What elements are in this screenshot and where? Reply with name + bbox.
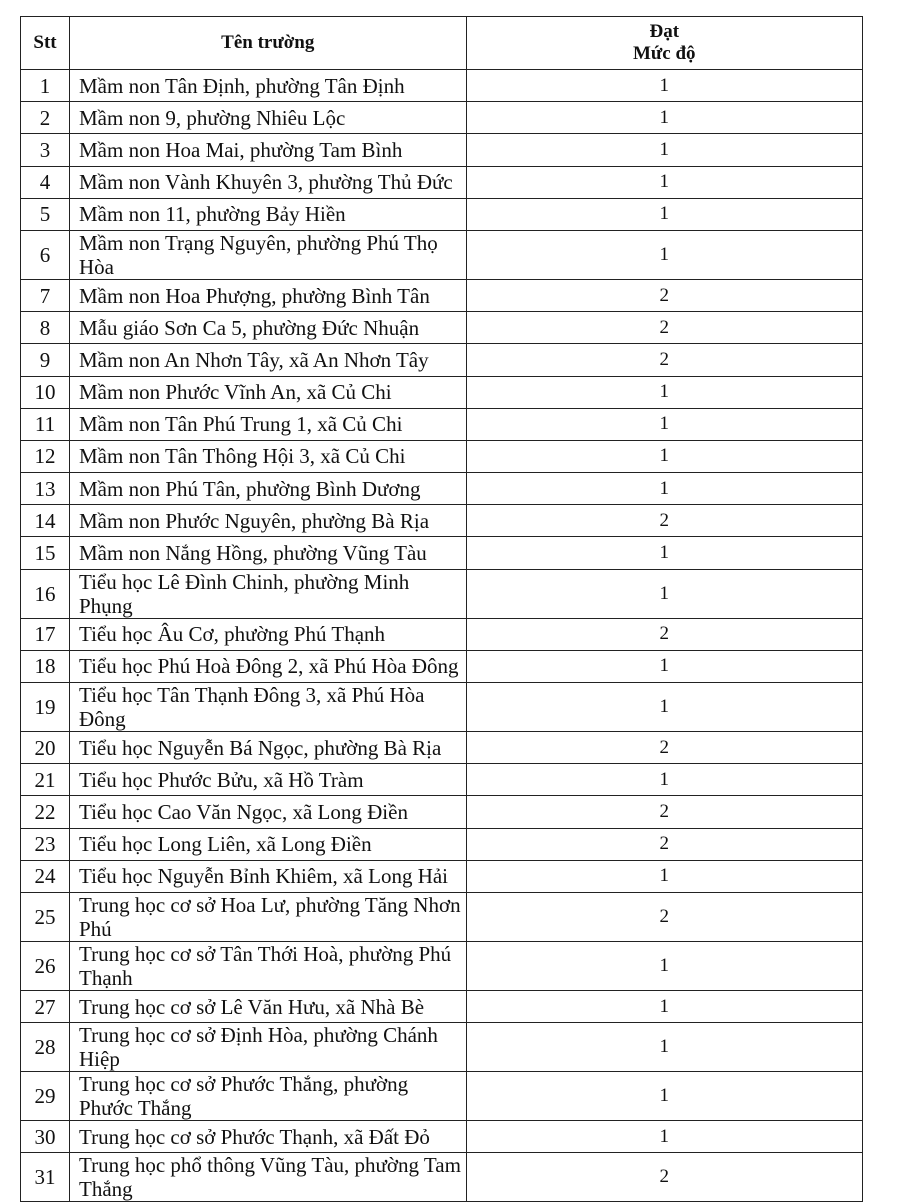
- row-stt: 31: [21, 1153, 70, 1202]
- row-level: 2: [466, 892, 863, 941]
- row-stt: 30: [21, 1121, 70, 1153]
- row-stt: 29: [21, 1072, 70, 1121]
- row-school-name: Trung học cơ sở Tân Thới Hoà, phường Phú Thạnh: [70, 941, 467, 990]
- row-level: 1: [466, 166, 863, 198]
- header-level: [466, 17, 863, 70]
- table-row: [21, 230, 863, 279]
- row-school-name: Mầm non Nắng Hồng, phường Vũng Tàu: [70, 537, 467, 569]
- row-school-name: Trung học phổ thông Vũng Tàu, phường Tam Thắng: [70, 1153, 467, 1202]
- row-level: 1: [466, 230, 863, 279]
- row-level: 1: [466, 408, 863, 440]
- row-stt: 5: [21, 198, 70, 230]
- table-row: [21, 166, 863, 198]
- table-row: [21, 1072, 863, 1121]
- table-row: [21, 537, 863, 569]
- row-level: 2: [466, 279, 863, 311]
- row-school-name: Tiểu học Nguyễn Bỉnh Khiêm, xã Long Hải: [70, 860, 467, 892]
- row-level: 2: [466, 732, 863, 764]
- row-level: 2: [466, 505, 863, 537]
- row-school-name: Mầm non Vành Khuyên 3, phường Thủ Đức: [70, 166, 467, 198]
- row-stt: 26: [21, 941, 70, 990]
- row-stt: 14: [21, 505, 70, 537]
- table-row: [21, 505, 863, 537]
- row-level: 1: [466, 1121, 863, 1153]
- row-level: 1: [466, 102, 863, 134]
- table-row: [21, 683, 863, 732]
- table-row: [21, 440, 863, 472]
- row-level: 1: [466, 1072, 863, 1121]
- row-level: 2: [466, 1153, 863, 1202]
- table-row: [21, 102, 863, 134]
- row-school-name: Tiểu học Nguyễn Bá Ngọc, phường Bà Rịa: [70, 732, 467, 764]
- row-level: 1: [466, 198, 863, 230]
- table-row: [21, 796, 863, 828]
- row-school-name: Tiểu học Tân Thạnh Đông 3, xã Phú Hòa Đông: [70, 683, 467, 732]
- row-stt: 6: [21, 230, 70, 279]
- row-school-name: Trung học cơ sở Phước Thạnh, xã Đất Đỏ: [70, 1121, 467, 1153]
- table-row: [21, 1023, 863, 1072]
- table-row: [21, 312, 863, 344]
- table-row: [21, 828, 863, 860]
- row-level: 2: [466, 618, 863, 650]
- table-row: [21, 70, 863, 102]
- table-row: [21, 376, 863, 408]
- row-school-name: Mầm non Tân Thông Hội 3, xã Củ Chi: [70, 440, 467, 472]
- row-stt: 10: [21, 376, 70, 408]
- row-school-name: Mầm non 9, phường Nhiêu Lộc: [70, 102, 467, 134]
- row-school-name: Tiểu học Phú Hoà Đông 2, xã Phú Hòa Đông: [70, 650, 467, 682]
- table-row: [21, 990, 863, 1022]
- row-school-name: Mầm non Hoa Mai, phường Tam Bình: [70, 134, 467, 166]
- row-stt: 19: [21, 683, 70, 732]
- row-stt: 28: [21, 1023, 70, 1072]
- row-stt: 9: [21, 344, 70, 376]
- header-row: [21, 17, 863, 70]
- row-stt: 3: [21, 134, 70, 166]
- schools-table: [20, 16, 863, 1202]
- header-stt: Stt: [21, 17, 70, 70]
- table-row: [21, 473, 863, 505]
- row-level: 1: [466, 569, 863, 618]
- row-school-name: Mầm non Tân Định, phường Tân Định: [70, 70, 467, 102]
- table-row: [21, 134, 863, 166]
- header-school-name: Tên trường: [70, 17, 467, 70]
- row-school-name: Tiểu học Âu Cơ, phường Phú Thạnh: [70, 618, 467, 650]
- row-stt: 12: [21, 440, 70, 472]
- row-school-name: Mầm non Phước Nguyên, phường Bà Rịa: [70, 505, 467, 537]
- table-row: [21, 892, 863, 941]
- table-row: [21, 650, 863, 682]
- row-level: 1: [466, 941, 863, 990]
- row-level: 1: [466, 990, 863, 1022]
- table-row: [21, 198, 863, 230]
- row-stt: 7: [21, 279, 70, 311]
- row-stt: 27: [21, 990, 70, 1022]
- row-stt: 11: [21, 408, 70, 440]
- row-stt: 21: [21, 764, 70, 796]
- row-school-name: Mầm non Tân Phú Trung 1, xã Củ Chi: [70, 408, 467, 440]
- row-school-name: Trung học cơ sở Định Hòa, phường Chánh Hiệp: [70, 1023, 467, 1072]
- header-level-line1: Đạt: [649, 21, 680, 42]
- row-stt: 18: [21, 650, 70, 682]
- row-level: 2: [466, 796, 863, 828]
- row-stt: 22: [21, 796, 70, 828]
- table-row: [21, 279, 863, 311]
- row-school-name: Tiểu học Cao Văn Ngọc, xã Long Điền: [70, 796, 467, 828]
- table-row: [21, 618, 863, 650]
- header-level-line2: Mức độ: [632, 43, 696, 64]
- row-school-name: Tiểu học Lê Đình Chinh, phường Minh Phụng: [70, 569, 467, 618]
- row-stt: 25: [21, 892, 70, 941]
- row-stt: 13: [21, 473, 70, 505]
- row-school-name: Trung học cơ sở Lê Văn Hưu, xã Nhà Bè: [70, 990, 467, 1022]
- row-stt: 20: [21, 732, 70, 764]
- row-level: 2: [466, 312, 863, 344]
- table-row: [21, 569, 863, 618]
- row-school-name: Mầm non Phú Tân, phường Bình Dương: [70, 473, 467, 505]
- row-level: 1: [466, 134, 863, 166]
- row-level: 2: [466, 828, 863, 860]
- row-level: 2: [466, 344, 863, 376]
- row-stt: 17: [21, 618, 70, 650]
- row-level: 1: [466, 764, 863, 796]
- table-row: [21, 344, 863, 376]
- row-school-name: Mầm non Hoa Phượng, phường Bình Tân: [70, 279, 467, 311]
- table-header: [21, 17, 863, 70]
- row-school-name: Mầm non Phước Vĩnh An, xã Củ Chi: [70, 376, 467, 408]
- table-row: [21, 1153, 863, 1202]
- row-stt: 4: [21, 166, 70, 198]
- row-school-name: Trung học cơ sở Phước Thắng, phường Phước Thắng: [70, 1072, 467, 1121]
- row-stt: 8: [21, 312, 70, 344]
- row-school-name: Mầm non Trạng Nguyên, phường Phú Thọ Hòa: [70, 230, 467, 279]
- row-level: 1: [466, 376, 863, 408]
- table-body: [21, 70, 863, 1202]
- row-school-name: Tiểu học Phước Bửu, xã Hồ Tràm: [70, 764, 467, 796]
- row-school-name: Tiểu học Long Liên, xã Long Điền: [70, 828, 467, 860]
- row-stt: 23: [21, 828, 70, 860]
- row-level: 1: [466, 440, 863, 472]
- table-row: [21, 408, 863, 440]
- row-level: 1: [466, 1023, 863, 1072]
- row-level: 1: [466, 537, 863, 569]
- row-level: 1: [466, 473, 863, 505]
- row-level: 1: [466, 650, 863, 682]
- row-level: 1: [466, 70, 863, 102]
- table-row: [21, 860, 863, 892]
- table-row: [21, 941, 863, 990]
- row-level: 1: [466, 683, 863, 732]
- row-stt: 15: [21, 537, 70, 569]
- row-school-name: Mầm non 11, phường Bảy Hiền: [70, 198, 467, 230]
- row-level: 1: [466, 860, 863, 892]
- table-row: [21, 732, 863, 764]
- row-stt: 16: [21, 569, 70, 618]
- row-stt: 1: [21, 70, 70, 102]
- row-school-name: Trung học cơ sở Hoa Lư, phường Tăng Nhơn Phú: [70, 892, 467, 941]
- table-row: [21, 1121, 863, 1153]
- table-row: [21, 764, 863, 796]
- row-school-name: Mẫu giáo Sơn Ca 5, phường Đức Nhuận: [70, 312, 467, 344]
- row-stt: 2: [21, 102, 70, 134]
- row-school-name: Mầm non An Nhơn Tây, xã An Nhơn Tây: [70, 344, 467, 376]
- row-stt: 24: [21, 860, 70, 892]
